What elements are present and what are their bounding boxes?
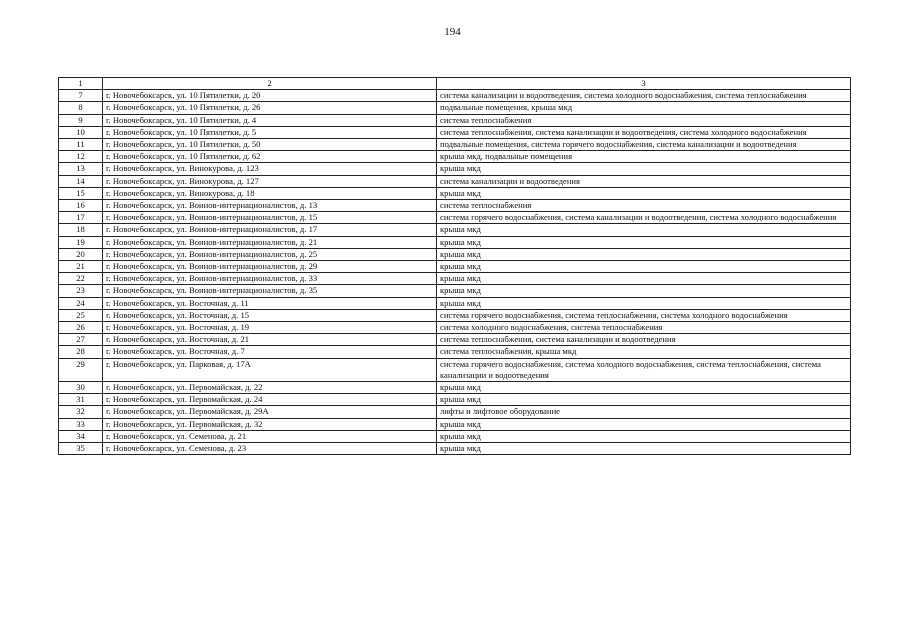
systems-cell: крыша мкд [437, 382, 851, 394]
address-cell: г. Новочебоксарск, ул. 10 Пятилетки, д. 50 [103, 139, 437, 151]
table-row [59, 224, 851, 236]
row-number-cell: 14 [59, 175, 103, 187]
table-row [59, 382, 851, 394]
systems-cell: крыша мкд [437, 261, 851, 273]
row-number-cell: 18 [59, 224, 103, 236]
systems-cell: крыша мкд [437, 430, 851, 442]
table-row [59, 406, 851, 418]
row-number-cell: 8 [59, 102, 103, 114]
address-cell: г. Новочебоксарск, ул. Семенова, д. 21 [103, 430, 437, 442]
table-row [59, 297, 851, 309]
row-number-cell: 35 [59, 443, 103, 455]
table-row [59, 430, 851, 442]
table-row [59, 443, 851, 455]
table-row [59, 126, 851, 138]
row-number-cell: 16 [59, 200, 103, 212]
address-cell: г. Новочебоксарск, ул. Винокурова, д. 123 [103, 163, 437, 175]
row-number-cell: 22 [59, 273, 103, 285]
systems-cell: крыша мкд [437, 273, 851, 285]
address-cell: г. Новочебоксарск, ул. 10 Пятилетки, д. 5 [103, 126, 437, 138]
systems-cell: система теплоснабжения [437, 200, 851, 212]
row-number-cell: 30 [59, 382, 103, 394]
address-cell: г. Новочебоксарск, ул. 10 Пятилетки, д. 4 [103, 114, 437, 126]
table-header-row [59, 78, 851, 90]
systems-cell: система теплоснабжения, система канализации и водоотведения, система холодного водоснабжения [437, 126, 851, 138]
systems-cell: крыша мкд [437, 163, 851, 175]
table-row [59, 261, 851, 273]
systems-cell: система канализации и водоотведения [437, 175, 851, 187]
address-cell: г. Новочебоксарск, ул. Воинов-интернационалистов, д. 13 [103, 200, 437, 212]
systems-cell: крыша мкд [437, 248, 851, 260]
row-number-cell: 29 [59, 358, 103, 381]
address-cell: г. Новочебоксарск, ул. Восточная, д. 15 [103, 309, 437, 321]
table-row [59, 236, 851, 248]
table-row [59, 114, 851, 126]
row-number-cell: 32 [59, 406, 103, 418]
address-cell: г. Новочебоксарск, ул. Воинов-интернационалистов, д. 17 [103, 224, 437, 236]
table-row [59, 151, 851, 163]
address-cell: г. Новочебоксарск, ул. Восточная, д. 21 [103, 334, 437, 346]
address-cell: г. Новочебоксарск, ул. Воинов-интернационалистов, д. 35 [103, 285, 437, 297]
row-number-cell: 15 [59, 187, 103, 199]
address-cell: г. Новочебоксарск, ул. Первомайская, д. 32 [103, 418, 437, 430]
systems-cell: крыша мкд [437, 297, 851, 309]
row-number-cell: 19 [59, 236, 103, 248]
systems-cell: система теплоснабжения [437, 114, 851, 126]
address-cell: г. Новочебоксарск, ул. Винокурова, д. 127 [103, 175, 437, 187]
address-cell: г. Новочебоксарск, ул. Воинов-интернационалистов, д. 15 [103, 212, 437, 224]
column-header-2: 2 [103, 78, 437, 90]
table-row [59, 418, 851, 430]
column-header-3: 3 [437, 78, 851, 90]
row-number-cell: 20 [59, 248, 103, 260]
address-cell: г. Новочебоксарск, ул. 10 Пятилетки, д. 62 [103, 151, 437, 163]
systems-cell: крыша мкд, подвальные помещения [437, 151, 851, 163]
objects-table [58, 77, 851, 455]
row-number-cell: 27 [59, 334, 103, 346]
table-row [59, 358, 851, 381]
row-number-cell: 23 [59, 285, 103, 297]
systems-cell: подвальные помещения, крыша мкд [437, 102, 851, 114]
systems-cell: система горячего водоснабжения, система теплоснабжения, система холодного водоснабжения [437, 309, 851, 321]
systems-cell: система горячего водоснабжения, система канализации и водоотведения, система холодного водоснабжения [437, 212, 851, 224]
row-number-cell: 12 [59, 151, 103, 163]
table-row [59, 309, 851, 321]
address-cell: г. Новочебоксарск, ул. Воинов-интернационалистов, д. 25 [103, 248, 437, 260]
row-number-cell: 21 [59, 261, 103, 273]
address-cell: г. Новочебоксарск, ул. Восточная, д. 19 [103, 322, 437, 334]
address-cell: г. Новочебоксарск, ул. 10 Пятилетки, д. 26 [103, 102, 437, 114]
row-number-cell: 26 [59, 322, 103, 334]
address-cell: г. Новочебоксарск, ул. 10 Пятилетки, д. 20 [103, 90, 437, 102]
systems-cell: система горячего водоснабжения, система холодного водоснабжения, система теплоснабжения, система канализации и водоотведения [437, 358, 851, 381]
address-cell: г. Новочебоксарск, ул. Воинов-интернационалистов, д. 29 [103, 261, 437, 273]
systems-cell: система теплоснабжения, система канализации и водоотведения [437, 334, 851, 346]
row-number-cell: 7 [59, 90, 103, 102]
systems-cell: система канализации и водоотведения, система холодного водоснабжения, система теплоснабжения [437, 90, 851, 102]
table-row [59, 334, 851, 346]
row-number-cell: 9 [59, 114, 103, 126]
row-number-cell: 11 [59, 139, 103, 151]
page-number: 194 [444, 26, 461, 38]
table-row [59, 175, 851, 187]
systems-cell: система теплоснабжения, крыша мкд [437, 346, 851, 358]
table-row [59, 322, 851, 334]
row-number-cell: 17 [59, 212, 103, 224]
table-row [59, 163, 851, 175]
row-number-cell: 10 [59, 126, 103, 138]
column-header-1: 1 [59, 78, 103, 90]
systems-cell: крыша мкд [437, 285, 851, 297]
systems-cell: крыша мкд [437, 224, 851, 236]
table-row [59, 346, 851, 358]
address-cell: г. Новочебоксарск, ул. Воинов-интернационалистов, д. 21 [103, 236, 437, 248]
systems-cell: крыша мкд [437, 187, 851, 199]
row-number-cell: 34 [59, 430, 103, 442]
systems-cell: лифты и лифтовое оборудование [437, 406, 851, 418]
systems-cell: подвальные помещения, система горячего водоснабжения, система канализации и водоотведения [437, 139, 851, 151]
systems-cell: крыша мкд [437, 394, 851, 406]
row-number-cell: 24 [59, 297, 103, 309]
row-number-cell: 33 [59, 418, 103, 430]
table-row [59, 200, 851, 212]
table-row [59, 273, 851, 285]
address-cell: г. Новочебоксарск, ул. Первомайская, д. 29А [103, 406, 437, 418]
table-row [59, 285, 851, 297]
row-number-cell: 25 [59, 309, 103, 321]
table-row [59, 248, 851, 260]
systems-cell: крыша мкд [437, 443, 851, 455]
address-cell: г. Новочебоксарск, ул. Первомайская, д. 24 [103, 394, 437, 406]
address-cell: г. Новочебоксарск, ул. Винокурова, д. 18 [103, 187, 437, 199]
address-cell: г. Новочебоксарск, ул. Восточная, д. 7 [103, 346, 437, 358]
table-row [59, 139, 851, 151]
address-cell: г. Новочебоксарск, ул. Первомайская, д. 22 [103, 382, 437, 394]
address-cell: г. Новочебоксарск, ул. Семенова, д. 23 [103, 443, 437, 455]
table-row [59, 187, 851, 199]
systems-cell: система холодного водоснабжения, система теплоснабжения [437, 322, 851, 334]
table-row [59, 90, 851, 102]
systems-cell: крыша мкд [437, 236, 851, 248]
table-row [59, 212, 851, 224]
systems-cell: крыша мкд [437, 418, 851, 430]
row-number-cell: 28 [59, 346, 103, 358]
address-cell: г. Новочебоксарск, ул. Воинов-интернационалистов, д. 33 [103, 273, 437, 285]
table-row [59, 102, 851, 114]
row-number-cell: 31 [59, 394, 103, 406]
address-cell: г. Новочебоксарск, ул. Восточная, д. 11 [103, 297, 437, 309]
row-number-cell: 13 [59, 163, 103, 175]
table-row [59, 394, 851, 406]
address-cell: г. Новочебоксарск, ул. Парковая, д. 17А [103, 358, 437, 381]
